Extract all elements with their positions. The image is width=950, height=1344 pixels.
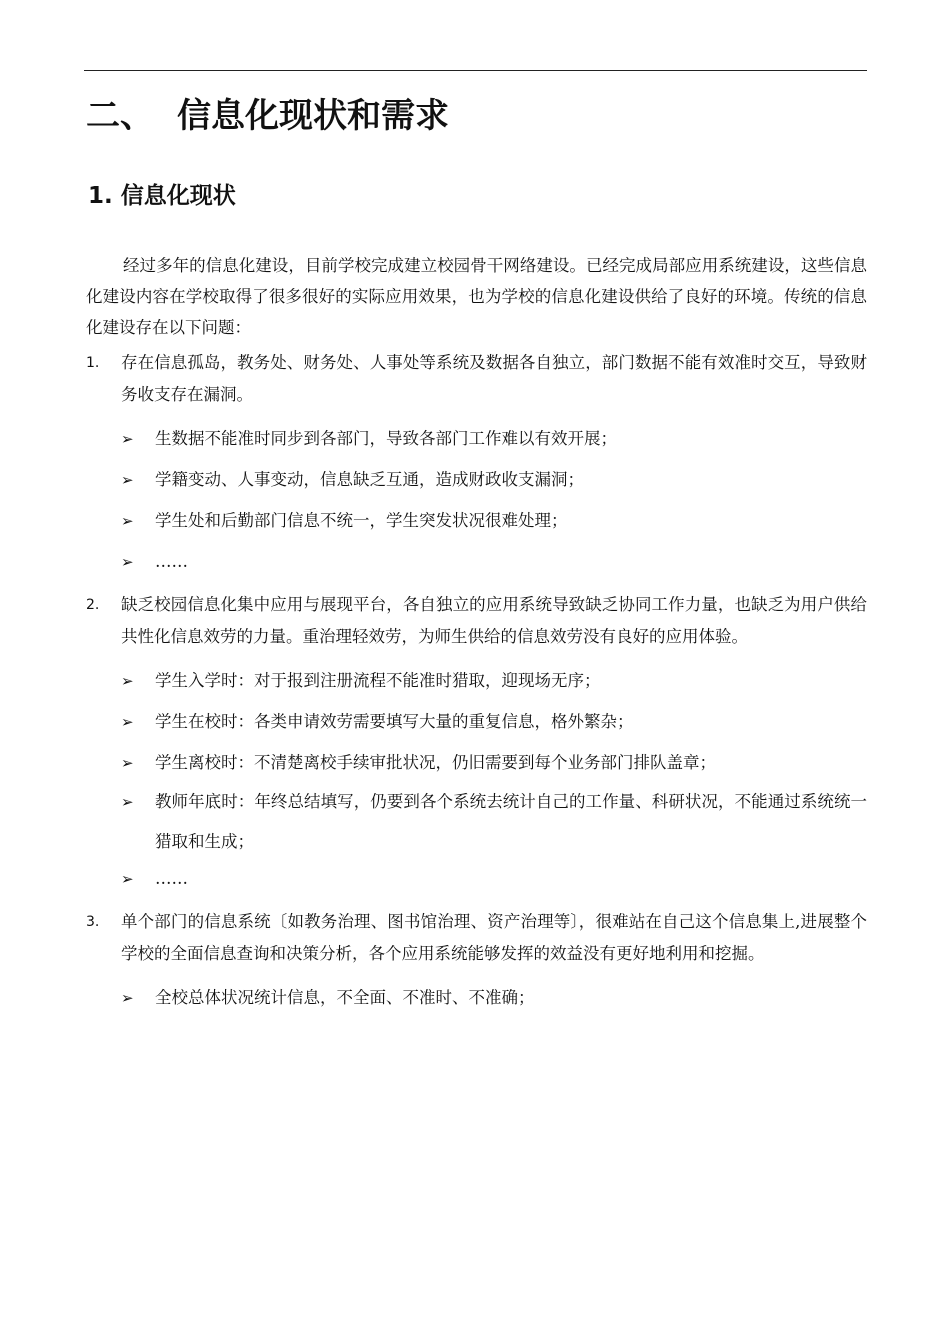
arrow-bullet-icon: ➢ <box>121 989 134 1007</box>
bullet-item <box>86 467 867 493</box>
item-number: 2. <box>86 597 100 613</box>
bullet-text: 学籍变动、人事变动，信息缺乏互通，造成财政收支漏洞； <box>155 470 584 489</box>
bullet-text: …… <box>155 552 188 571</box>
arrow-bullet-icon: ➢ <box>121 754 134 772</box>
bullet-text: 学生处和后勤部门信息不统一，学生突发状况很难处理； <box>155 511 568 530</box>
bullet-item <box>86 866 867 892</box>
bullet-item <box>86 549 867 575</box>
bullet-text: 教师年底时：年终总结填写，仍要到各个系统去统计自己的工作量、科研状况，不能通过系统统一猎取和生成； <box>155 792 867 851</box>
chapter-heading <box>86 94 449 138</box>
intro-paragraph: 经过多年的信息化建设，目前学校完成建立校园骨干网络建设。已经完成局部应用系统建设，这些信息化建设内容在学校取得了很多很好的实际应用效果，也为学校的信息化建设供给了良好的环境。传统的信息化建设存在以下问题： <box>86 256 867 337</box>
bullet-text: 全校总体状况统计信息，不全面、不准时、不准确； <box>155 988 535 1007</box>
item-text: 单个部门的信息系统〔如教务治理、图书馆治理、资产治理等〕，很难站在自己这个信息集上,进展整个学校的全面信息查询和决策分析，各个应用系统能够发挥的效益没有更好地利用和挖掘。 <box>121 912 867 963</box>
document-body <box>86 250 867 1011</box>
item-text: 缺乏校园信息化集中应用与展现平台，各自独立的应用系统导致缺乏协同工作力量，也缺乏为用户供给共性化信息效劳的力量。重治理轻效劳，为师生供给的信息效劳没有良好的应用体验。 <box>121 595 867 646</box>
header-rule <box>84 70 867 71</box>
bullet-item <box>86 508 867 534</box>
arrow-bullet-icon: ➢ <box>121 870 134 888</box>
bullet-item <box>86 985 867 1011</box>
numbered-item-1 <box>86 347 867 411</box>
bullet-item <box>86 782 867 862</box>
bullet-text: 学生入学时：对于报到注册流程不能准时猎取，迎现场无序； <box>155 671 601 690</box>
bullet-item <box>86 426 867 452</box>
arrow-bullet-icon: ➢ <box>121 471 134 489</box>
bullet-text: 学生在校时：各类申请效劳需要填写大量的重复信息，格外繁杂； <box>155 712 634 731</box>
item-text: 存在信息孤岛，教务处、财务处、人事处等系统及数据各自独立，部门数据不能有效准时交互，导致财务收支存在漏洞。 <box>121 353 867 404</box>
arrow-bullet-icon: ➢ <box>121 793 134 811</box>
bullet-text: 生数据不能准时同步到各部门，导致各部门工作难以有效开展； <box>155 429 617 448</box>
numbered-item-3 <box>86 906 867 970</box>
bullet-item <box>86 668 867 694</box>
arrow-bullet-icon: ➢ <box>121 713 134 731</box>
item-number: 3. <box>86 914 100 930</box>
arrow-bullet-icon: ➢ <box>121 512 134 530</box>
numbered-item-2 <box>86 589 867 653</box>
bullet-item <box>86 709 867 735</box>
section-heading: 1. 信息化现状 <box>88 183 236 209</box>
bullet-text: …… <box>155 869 188 888</box>
chapter-title: 信息化现状和需求 <box>177 96 449 136</box>
arrow-bullet-icon: ➢ <box>121 430 134 448</box>
item-number: 1. <box>86 355 100 371</box>
chapter-number: 二、 <box>86 96 154 136</box>
bullet-text: 学生离校时：不清楚离校手续审批状况，仍旧需要到每个业务部门排队盖章； <box>155 753 716 772</box>
bullet-item <box>86 750 867 776</box>
arrow-bullet-icon: ➢ <box>121 553 134 571</box>
arrow-bullet-icon: ➢ <box>121 672 134 690</box>
